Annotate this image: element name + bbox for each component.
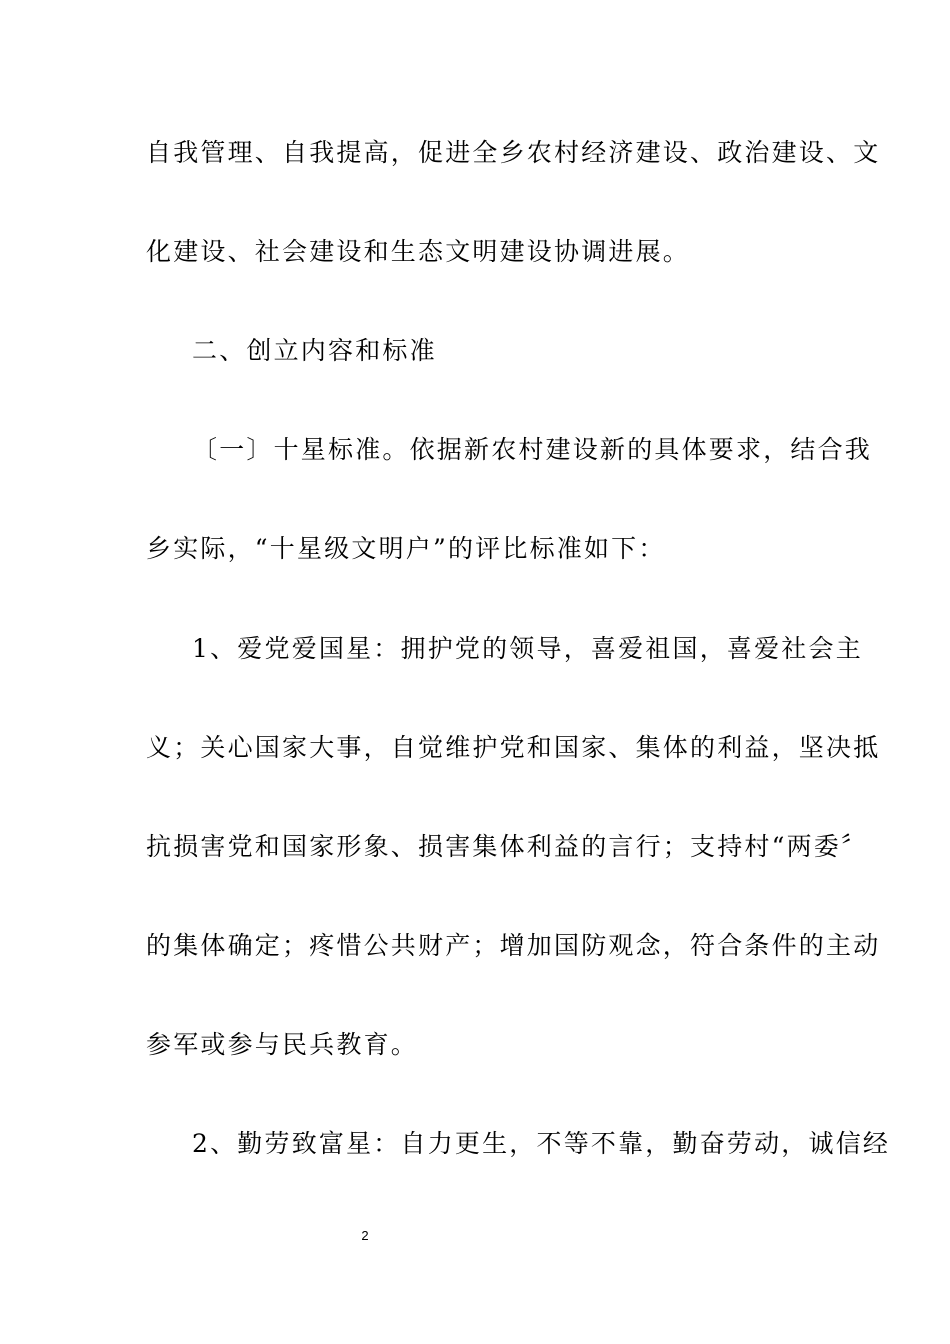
text-line: 义；关心国家大事，自觉维护党和国家、集体的利益，坚决抵	[146, 733, 881, 762]
page-number: 2	[361, 1228, 369, 1243]
text-line: 参军或参与民兵教育。	[146, 1030, 419, 1059]
text-line: 2、勤劳致富星：自力更生，不等不靠，勤奋劳动，诚信经	[192, 1129, 891, 1158]
text-line: 乡实际，“十星级文明户”的评比标准如下：	[146, 534, 666, 563]
text-line: 1、爱党爱国星：拥护党的领导，喜爱祖国，喜爱社会主	[192, 634, 863, 663]
text-line: 〔一〕十星标准。依据新农村建设新的具体要求，结合我	[192, 435, 873, 464]
text-line: 抗损害党和国家形象、损害集体利益的言行；支持村“两委〞	[146, 832, 869, 861]
section-heading: 二、创立内容和标准	[192, 336, 437, 365]
text-line: 的集体确定；疼惜公共财产；增加国防观念，符合条件的主动	[146, 931, 881, 960]
text-line: 化建设、社会建设和生态文明建设协调进展。	[146, 237, 691, 266]
text-line: 自我管理、自我提高，促进全乡农村经济建设、政治建设、文	[146, 138, 881, 167]
